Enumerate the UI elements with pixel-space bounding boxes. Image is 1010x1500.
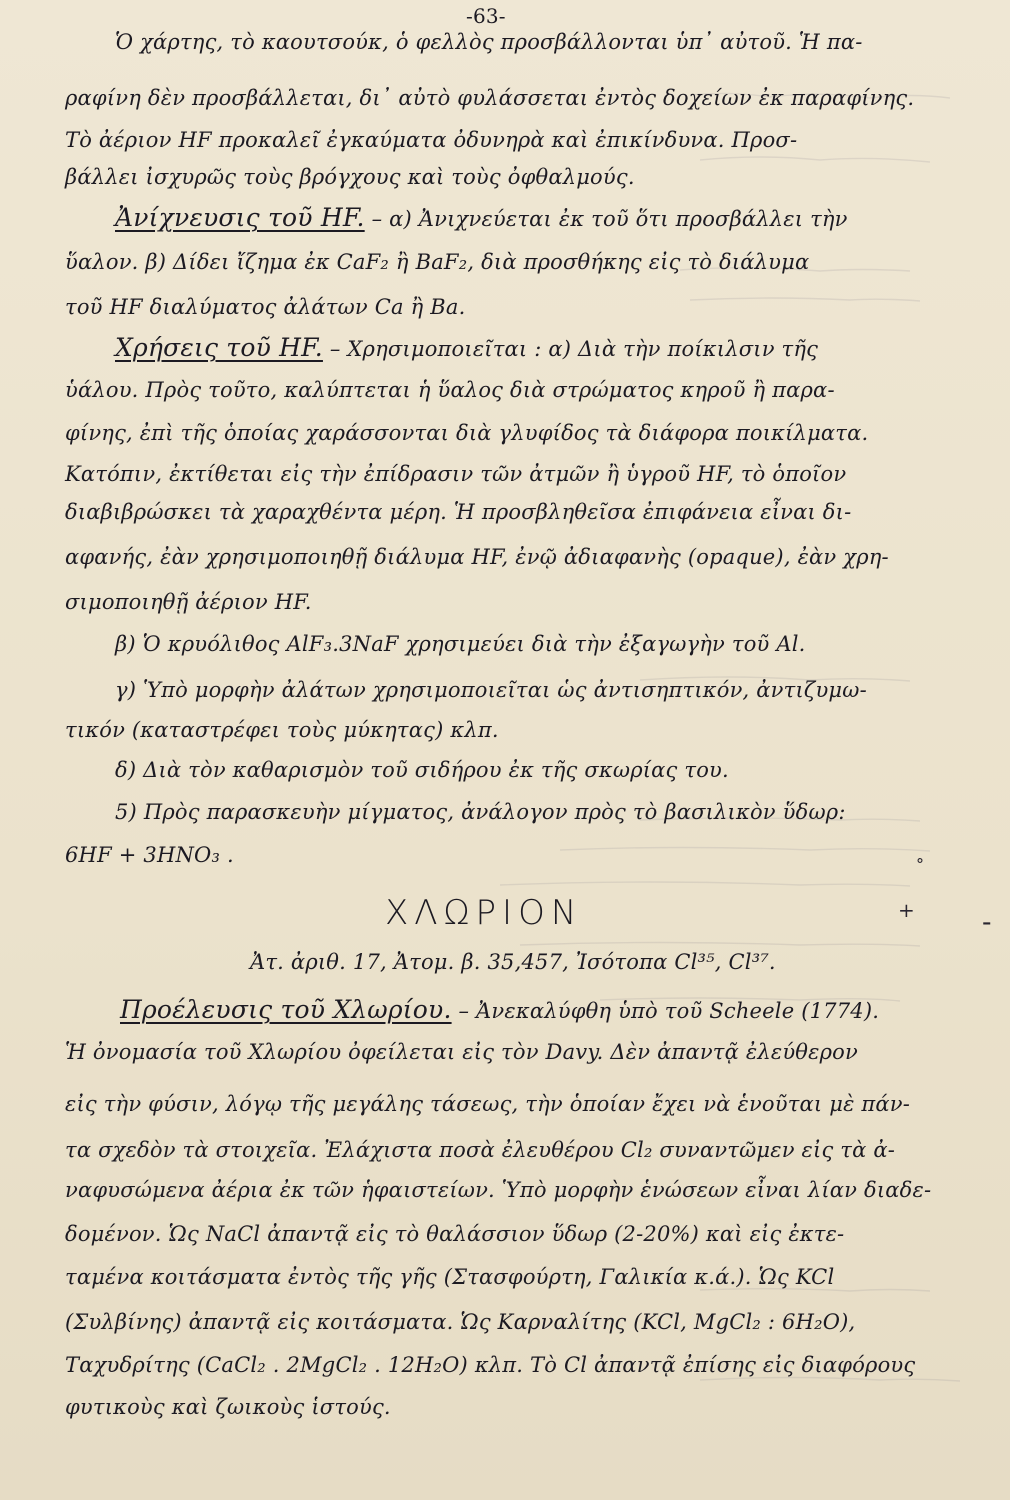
text-line: φυτικοὺς καὶ ζωικοὺς ἱστούς. — [65, 1395, 391, 1419]
text-line: – Ἀνεκαλύφθη ὑπὸ τοῦ Scheele (1774). — [458, 999, 880, 1023]
section-origin — [120, 995, 1000, 1024]
text-line: τικόν (καταστρέφει τοὺς μύκητας) κλπ. — [65, 718, 499, 742]
text-line: 6HF + 3HNO₃ . — [65, 843, 234, 867]
text-line: ὕαλον. β) Δίδει ἴζημα ἐκ CaF₂ ἢ BaF₂, διὰ προσθήκης εἰς τὸ διάλυμα — [65, 250, 810, 274]
text-line: τοῦ HF διαλύματος ἀλάτων Ca ἢ Ba. — [65, 295, 466, 319]
chapter-info: Ἀτ. ἀριθ. 17, Ἀτομ. β. 35,457, Ἰσότοπα Cl³⁵, Cl³⁷. — [250, 950, 776, 974]
text-line: 5) Πρὸς παρασκευὴν μίγματος, ἀνάλογον πρὸς τὸ βασιλικὸν ὕδωρ: — [115, 800, 846, 824]
text-line: Ἡ ὀνομασία τοῦ Χλωρίου ὀφείλεται εἰς τὸν Davy. Δὲν ἀπαντᾷ ἐλεύθερον — [65, 1040, 858, 1064]
text-line: – α) Ἀνιχνεύεται ἐκ τοῦ ὅτι προσβάλλει τὴν — [371, 207, 848, 231]
section-heading: Ἀνίχνευσις τοῦ HF. — [115, 203, 365, 232]
text-line: Τὸ ἀέριον HF προκαλεῖ ἐγκαύματα ὀδυνηρὰ καὶ ἐπικίνδυνα. Προσ- — [65, 128, 798, 152]
text-line: δ) Διὰ τὸν καθαρισμὸν τοῦ σιδήρου ἐκ τῆς σκωρίας του. — [115, 758, 729, 782]
margin-dash-mark: - — [982, 905, 992, 938]
text-line: β) Ὁ κρυόλιθος AlF₃.3NaF χρησιμεύει διὰ τὴν ἐξαγωγὴν τοῦ Al. — [115, 632, 806, 656]
section-detection — [115, 203, 1000, 232]
chapter-title: ΧΛΩΡΙΟΝ — [385, 893, 583, 933]
text-line: τα σχεδὸν τὰ στοιχεῖα. Ἐλάχιστα ποσὰ ἐλευθέρου Cl₂ συναντῶμεν εἰς τὰ ἀ- — [65, 1138, 896, 1162]
text-line: – Χρησιμοποιεῖται : α) Διὰ τὴν ποίκιλσιν τῆς — [329, 337, 819, 361]
text-line: ναφυσώμενα ἀέρια ἐκ τῶν ἡφαιστείων. Ὑπὸ μορφὴν ἑνώσεων εἶναι λίαν διαδε- — [65, 1178, 932, 1202]
margin-tick-mark: + — [898, 898, 915, 922]
text-line: (Συλβίνης) ἀπαντᾷ εἰς κοιτάσματα. Ὡς Καρναλίτης (KCl, MgCl₂ : 6H₂O), — [65, 1310, 856, 1334]
text-line: Ταχυδρίτης (CaCl₂ . 2MgCl₂ . 12H₂O) κλπ. Τὸ Cl ἀπαντᾷ ἐπίσης εἰς διαφόρους — [65, 1353, 916, 1377]
section-heading: Προέλευσις τοῦ Χλωρίου. — [120, 995, 452, 1024]
section-uses — [115, 333, 1000, 362]
text-line: εἰς τὴν φύσιν, λόγῳ τῆς μεγάλης τάσεως, τὴν ὁποίαν ἔχει νὰ ἑνοῦται μὲ πάν- — [65, 1092, 911, 1116]
text-line: ὑάλου. Πρὸς τοῦτο, καλύπτεται ἡ ὕαλος διὰ στρώματος κηροῦ ἢ παρα- — [65, 378, 835, 402]
text-line: Ὁ χάρτης, τὸ καουτσούκ, ὁ φελλὸς προσβάλλονται ὑπ᾿ αὐτοῦ. Ἡ πα- — [115, 30, 863, 54]
text-line: διαβιβρώσκει τὰ χαραχθέντα μέρη. Ἡ προσβληθεῖσα ἐπιφάνεια εἶναι δι- — [65, 500, 852, 524]
text-line: φίνης, ἐπὶ τῆς ὁποίας χαράσσονται διὰ γλυφίδος τὰ διάφορα ποικίλματα. — [65, 421, 869, 445]
section-heading: Χρήσεις τοῦ HF. — [115, 333, 323, 362]
text-line: βάλλει ἰσχυρῶς τοὺς βρόγχους καὶ τοὺς ὀφθαλμούς. — [65, 165, 635, 189]
text-line: αφανής, ἐὰν χρησιμοποιηθῇ διάλυμα HF, ἐνῷ ἀδιαφανὴς (opaque), ἐὰν χρη- — [65, 545, 889, 569]
text-line: σιμοποιηθῇ ἀέριον HF. — [65, 590, 312, 614]
text-line: Κατόπιν, ἐκτίθεται εἰς τὴν ἐπίδρασιν τῶν ἀτμῶν ἢ ὑγροῦ HF, τὸ ὁποῖον — [65, 462, 847, 486]
text-line: δομένον. Ὡς NaCl ἀπαντᾷ εἰς τὸ θαλάσσιον ὕδωρ (2-20%) καὶ εἰς ἐκτε- — [65, 1222, 845, 1246]
text-line: ραφίνη δὲν προσβάλλεται, δι᾿ αὐτὸ φυλάσσεται ἐντὸς δοχείων ἐκ παραφίνης. — [65, 86, 915, 110]
margin-dot-mark: ° — [916, 855, 924, 874]
page-number: -63- — [466, 4, 506, 28]
text-line: ταμένα κοιτάσματα ἐντὸς τῆς γῆς (Στασφούρτη, Γαλικία κ.ά.). Ὡς KCl — [65, 1265, 835, 1289]
text-line: γ) Ὑπὸ μορφὴν ἀλάτων χρησιμοποιεῖται ὡς ἀντισηπτικόν, ἀντιζυμω- — [115, 678, 867, 702]
